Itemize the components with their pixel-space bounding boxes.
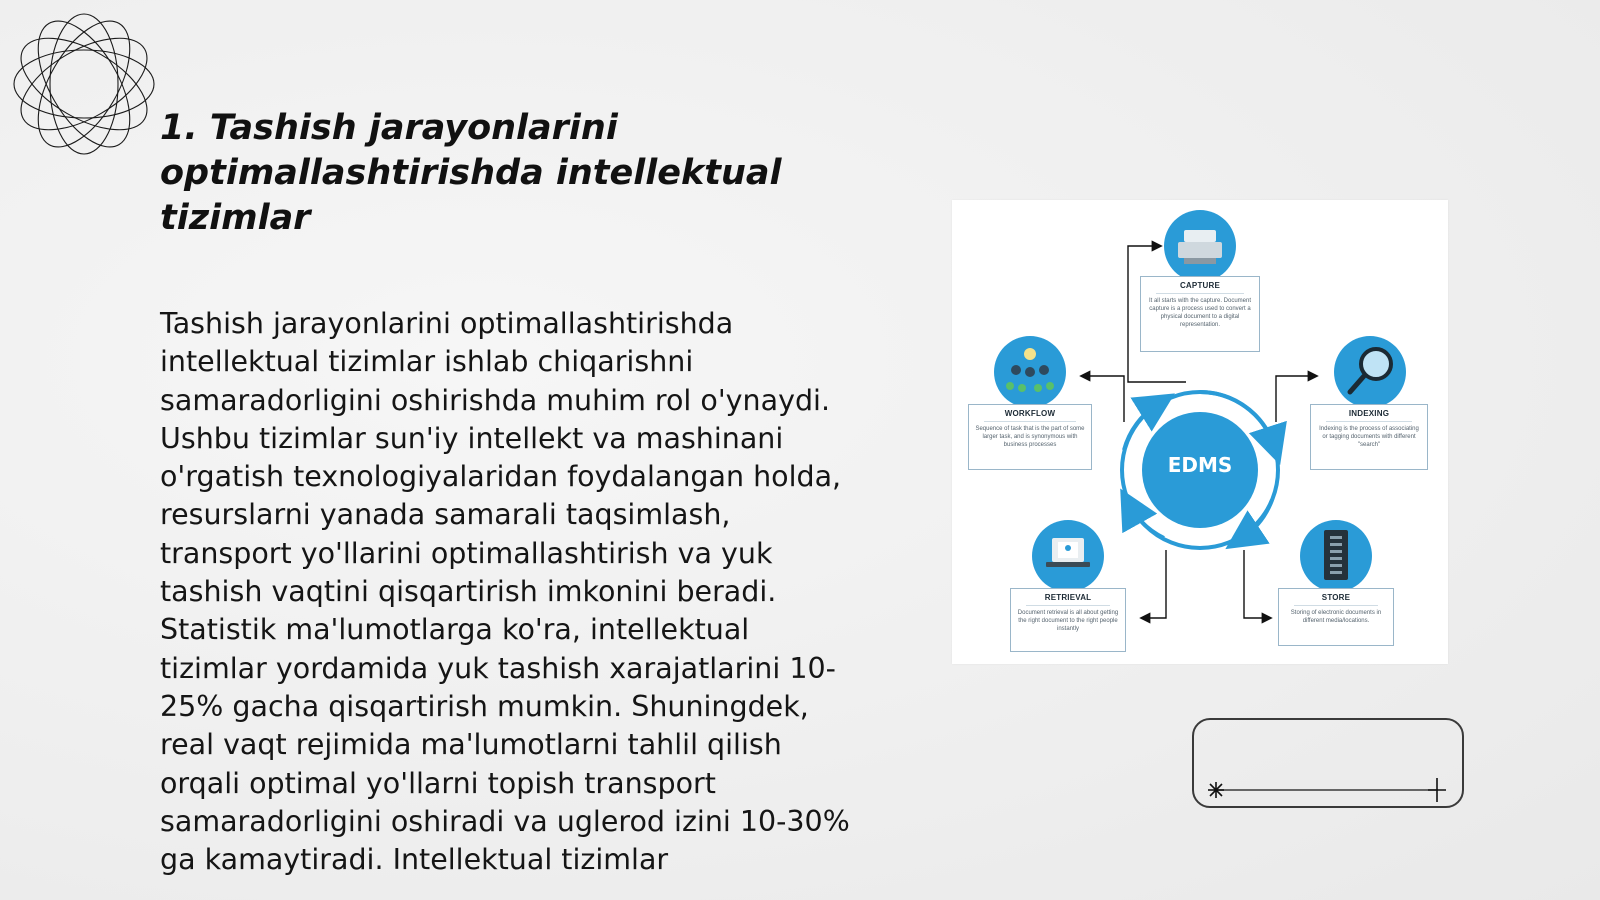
indexing-desc: Indexing is the process of associating or tagging documents with different "search" — [1319, 426, 1419, 448]
store-title: STORE — [1294, 593, 1378, 606]
slide-body-text: Tashish jarayonlarini optimallashtirishda intellektual tizimlar ishlab chiqarishni samaradorligini oshirishda muhim rol o'ynaydi. Ushbu tizimlar sun'iy intellekt va mashinani o'rgatish texnologiyalaridan foydalangan holda, resurslarni yanada samarali taqsimlash, transport yo'llarini optimallashtirish va yuk tashish vaqtini qisqartirish imkonini beradi. Statistik ma'lumotlarga ko'ra, intellektual tizimlar yordamida yuk tashish xarajatlarini 10-25% gacha qisqartirish mumkin. Shuningdek, real vaqt rejimida ma'lumotlarni tahlil qilish orqali optimal yo'llarni topish transport samaradorligini oshiradi va uglerod izini 10-30% ga kamaytiradi. Intellektual tizimlar — [160, 307, 850, 877]
retrieval-node — [1010, 588, 1126, 652]
store-desc: Storing of electronic documents in different media/locations. — [1290, 610, 1382, 624]
edms-center-label: EDMS — [1167, 453, 1233, 477]
laptop-document-icon — [1032, 520, 1104, 592]
capture-desc: It all starts with the capture. Document capture is a process used to convert a physical document to a digital representation. — [1148, 298, 1252, 328]
decorative-line — [1194, 720, 1466, 810]
people-network-icon — [994, 336, 1066, 408]
slide-title: 1. Tashish jarayonlarini optimallashtirishda intellektual tizimlar — [160, 108, 782, 238]
indexing-title: INDEXING — [1326, 409, 1412, 422]
magnifier-icon — [1334, 336, 1406, 408]
workflow-desc: Sequence of task that is the part of some larger task, and is synonymous with business processes — [975, 426, 1085, 448]
decorative-frame — [1192, 718, 1464, 808]
sparkle-icon — [1208, 782, 1224, 798]
scanner-icon — [1164, 210, 1236, 282]
workflow-title: WORKFLOW — [984, 409, 1076, 422]
edms-diagram — [952, 200, 1448, 664]
retrieval-desc: Document retrieval is all about getting the right document to the right people instantly — [1017, 610, 1119, 632]
capture-title: CAPTURE — [1156, 281, 1244, 294]
capture-node — [1140, 276, 1260, 352]
store-node — [1278, 588, 1394, 646]
workflow-node — [968, 404, 1092, 470]
retrieval-title: RETRIEVAL — [1026, 593, 1110, 606]
cross-star-icon — [1428, 778, 1446, 802]
indexing-node — [1310, 404, 1428, 470]
orbit-rings-icon — [10, 10, 158, 158]
server-icon — [1300, 520, 1372, 592]
